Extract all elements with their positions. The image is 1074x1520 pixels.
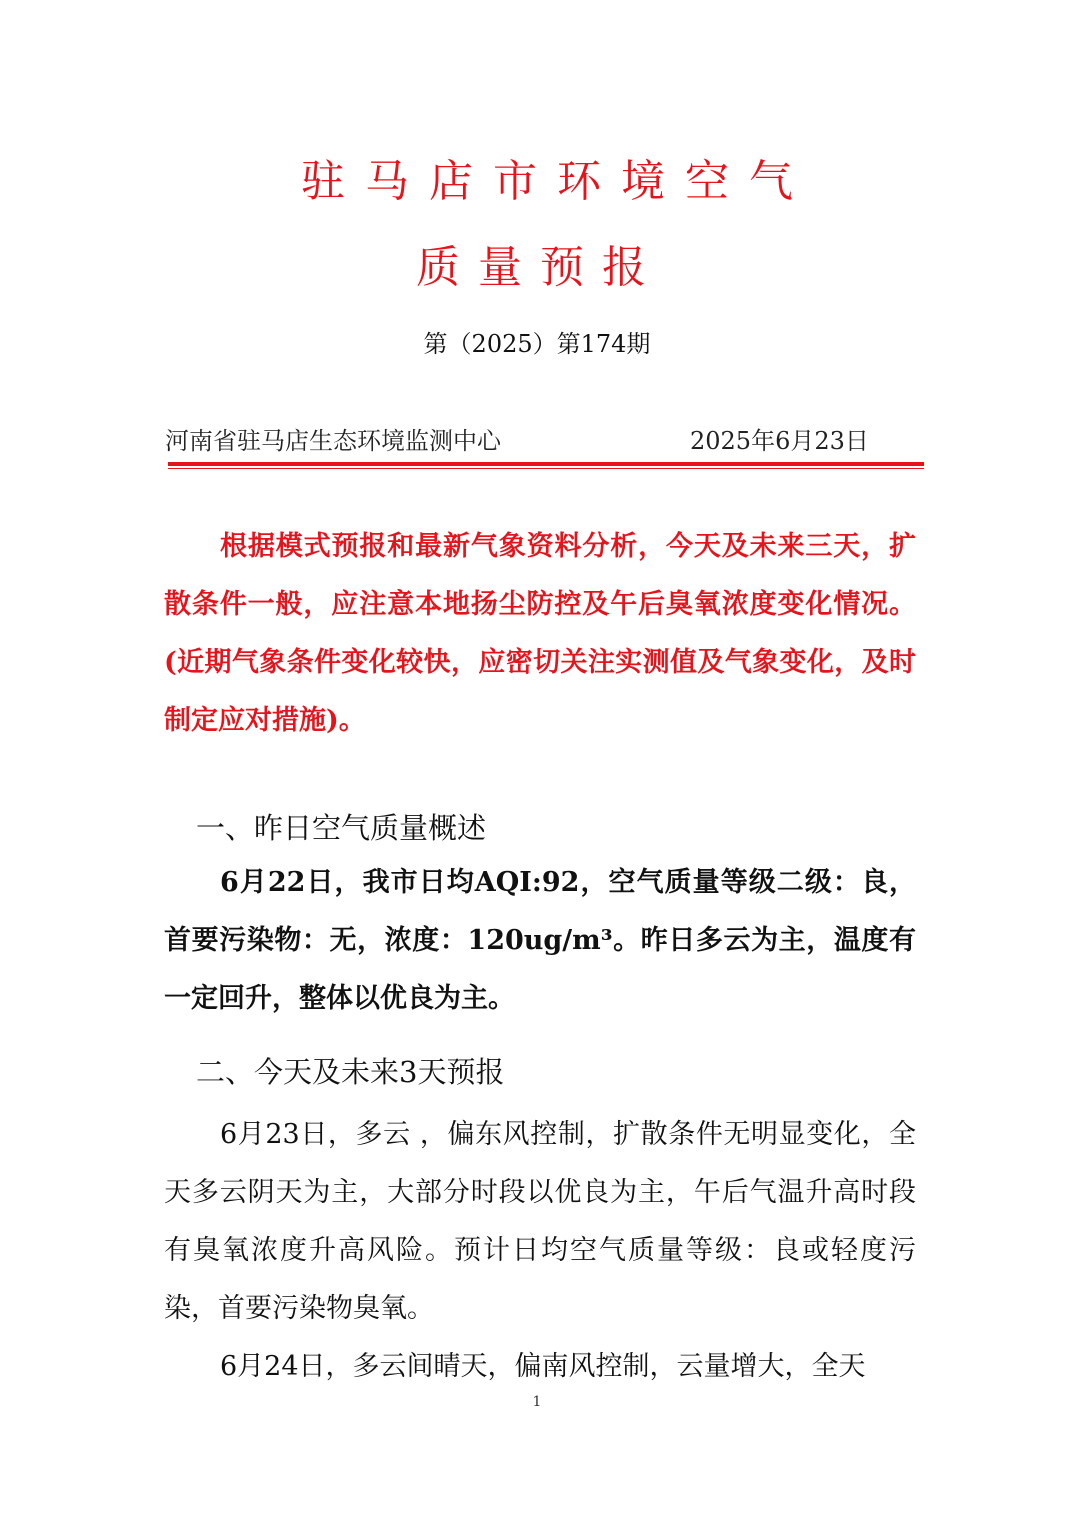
section2-heading: 二、今天及未来3天预报 (196, 1055, 505, 1089)
report-title-line2: 质量预报 (416, 242, 664, 293)
forecast-day2: 6月24日，多云间晴天，偏南风控制，云量增大，全天 (220, 1351, 866, 1382)
issuing-organization: 河南省驻马店生态环境监测中心 (165, 427, 501, 455)
forecast-day1: 6月23日，多云 ，偏东风控制，扩散条件无明显变化，全天多云阴天为主，大部分时段以优良为主，午后气温升高时段有臭氧浓度升高风险。预计日均空气质量等级：良或轻度污染，首要污染物臭氧。 (164, 1119, 916, 1324)
header-divider-thick (168, 462, 924, 466)
section1-heading: 一、昨日空气质量概述 (196, 811, 487, 845)
page-number: 1 (532, 1394, 542, 1410)
forecast-summary: 根据模式预报和最新气象资料分析，今天及未来三天，扩散条件一般，应注意本地扬尘防控及午后臭氧浓度变化情况。(近期气象条件变化较快，应密切关注实测值及气象变化，及时制定应对措施)。 (164, 531, 916, 736)
issue-number: 第（2025）第174期 (423, 330, 651, 358)
issue-date: 2025年6月23日 (690, 427, 869, 455)
report-title-line1: 驻马店市环境空气 (301, 156, 813, 207)
section1-body: 6月22日，我市日均AQI:92，空气质量等级二级：良，首要污染物：无，浓度：120ug/m³。昨日多云为主，温度有一定回升，整体以优良为主。 (164, 867, 916, 1014)
header-divider-thin (168, 468, 924, 469)
